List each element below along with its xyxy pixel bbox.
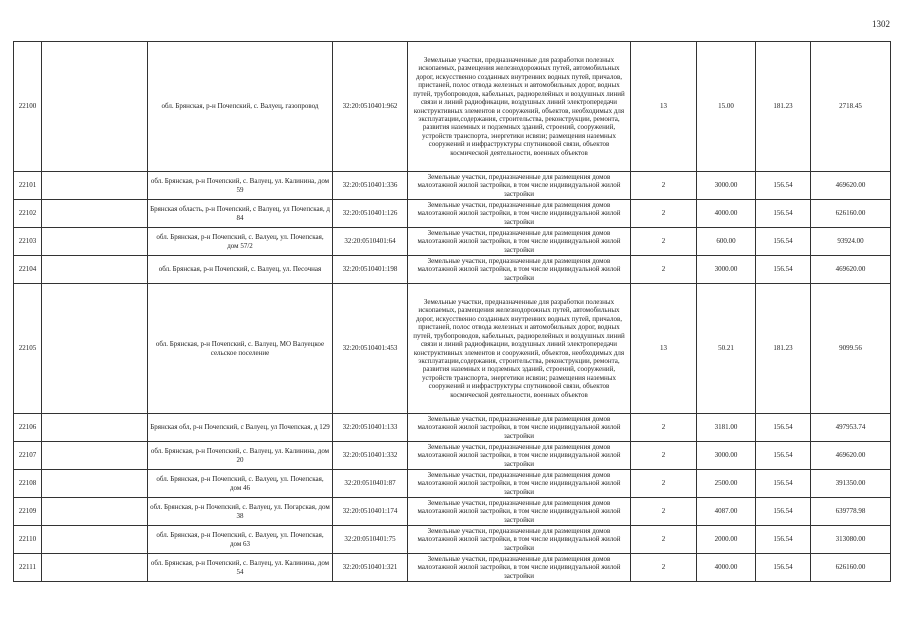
blank-cell [42, 470, 148, 498]
address-cell: обл. Брянская, р-н Почепский, с. Валуец, ул. Калинина, дом 20 [148, 442, 333, 470]
group-number-cell: 2 [631, 228, 697, 256]
blank-cell [42, 284, 148, 414]
row-id-cell: 22104 [14, 256, 42, 284]
group-number-cell: 2 [631, 470, 697, 498]
land-purpose-cell: Земельные участки, предназначенные для разработки полезных ископаемых, размещения железнодорожных путей, автомобильных дорог, искусственно созданных внутренних водных путей, причалов, пристаней, полос отвода железных и автомобильных дорог, водных путей, трубопроводов, кабельных, радиорелейных и воздушных линий связи и линий радиофикации, воздушных линий электропередачи конструктивных элементов и сооружений, объектов, необходимых для эксплуатации,содержания, строительства, реконструкции, ремонта, развития наземных и подземных зданий, строений, сооружений, устройств транспорта, энергетики исвязи; размещения наземных сооружений и инфраструктуры спутниковой связи, объектов космической деятельности, военных объектов [408, 284, 631, 414]
area-cell: 3000.00 [697, 256, 756, 284]
land-purpose-cell: Земельные участки, предназначенные для размещения домов малоэтажной жилой застройки, в том числе индивидуальной жилой застройки [408, 414, 631, 442]
page-number: 1302 [872, 19, 890, 29]
specific-value-cell: 156.54 [756, 228, 811, 256]
cadastral-value-cell: 469620.00 [811, 442, 891, 470]
address-cell: Брянская обл, р-н Почепский, с Валуец, ул Почепская, д 129 [148, 414, 333, 442]
row-id-cell: 22103 [14, 228, 42, 256]
address-cell: обл. Брянская, р-н Почепский, с. Валуец, газопровод [148, 42, 333, 172]
land-purpose-cell: Земельные участки, предназначенные для размещения домов малоэтажной жилой застройки, в том числе индивидуальной жилой застройки [408, 498, 631, 526]
table-row [14, 526, 891, 554]
land-purpose-cell: Земельные участки, предназначенные для разработки полезных ископаемых, размещения железнодорожных путей, автомобильных дорог, искусственно созданных внутренних водных путей, причалов, пристаней, полос отвода железных и автомобильных дорог, водных путей, трубопроводов, кабельных, радиорелейных и воздушных линий связи и линий радиофикации, воздушных линий электропередачи конструктивных элементов и сооружений, объектов, необходимых для эксплуатации,содержания, строительства, реконструкции, ремонта, развития наземных и подземных зданий, строений, сооружений, устройств транспорта, энергетики исвязи; размещения наземных сооружений и инфраструктуры спутниковой связи, объектов космической деятельности, военных объектов [408, 42, 631, 172]
area-cell: 3181.00 [697, 414, 756, 442]
area-cell: 4000.00 [697, 554, 756, 582]
specific-value-cell: 156.54 [756, 442, 811, 470]
specific-value-cell: 156.54 [756, 498, 811, 526]
cadastral-value-cell: 497953.74 [811, 414, 891, 442]
land-purpose-cell: Земельные участки, предназначенные для размещения домов малоэтажной жилой застройки, в том числе индивидуальной жилой застройки [408, 200, 631, 228]
table-row [14, 200, 891, 228]
cadastral-number-cell: 32:20:0510401:198 [333, 256, 408, 284]
blank-cell [42, 442, 148, 470]
cadastral-value-cell: 469620.00 [811, 256, 891, 284]
blank-cell [42, 554, 148, 582]
table-row [14, 228, 891, 256]
area-cell: 3000.00 [697, 442, 756, 470]
group-number-cell: 2 [631, 414, 697, 442]
cadastral-number-cell: 32:20:0510401:962 [333, 42, 408, 172]
group-number-cell: 13 [631, 284, 697, 414]
cadastral-number-cell: 32:20:0510401:75 [333, 526, 408, 554]
address-cell: обл. Брянская, р-н Почепский, с. Валуец, ул. Калинина, дом 54 [148, 554, 333, 582]
specific-value-cell: 181.23 [756, 284, 811, 414]
area-cell: 50.21 [697, 284, 756, 414]
table-row [14, 284, 891, 414]
cadastral-number-cell: 32:20:0510401:336 [333, 172, 408, 200]
cadastral-number-cell: 32:20:0510401:453 [333, 284, 408, 414]
blank-cell [42, 42, 148, 172]
group-number-cell: 2 [631, 526, 697, 554]
cadastral-value-cell: 391350.00 [811, 470, 891, 498]
land-purpose-cell: Земельные участки, предназначенные для размещения домов малоэтажной жилой застройки, в том числе индивидуальной жилой застройки [408, 554, 631, 582]
group-number-cell: 2 [631, 256, 697, 284]
address-cell: обл. Брянская, р-н Почепский, с. Валуец, ул. Почепская, дом 57/2 [148, 228, 333, 256]
blank-cell [42, 526, 148, 554]
group-number-cell: 2 [631, 442, 697, 470]
address-cell: обл. Брянская, р-н Почепский, с. Валуец, ул. Калинина, дом 59 [148, 172, 333, 200]
cadastral-number-cell: 32:20:0510401:64 [333, 228, 408, 256]
table-row [14, 256, 891, 284]
row-id-cell: 22107 [14, 442, 42, 470]
specific-value-cell: 156.54 [756, 256, 811, 284]
group-number-cell: 2 [631, 498, 697, 526]
cadastral-number-cell: 32:20:0510401:126 [333, 200, 408, 228]
area-cell: 600.00 [697, 228, 756, 256]
blank-cell [42, 498, 148, 526]
table-row [14, 442, 891, 470]
land-purpose-cell: Земельные участки, предназначенные для размещения домов малоэтажной жилой застройки, в том числе индивидуальной жилой застройки [408, 442, 631, 470]
specific-value-cell: 156.54 [756, 554, 811, 582]
specific-value-cell: 156.54 [756, 526, 811, 554]
address-cell: обл. Брянская, р-н Почепский, с. Валуец, ул. Погарская, дом 38 [148, 498, 333, 526]
address-cell: обл. Брянская, р-н Почепский, с. Валуец, МО Валуецкое сельское поселение [148, 284, 333, 414]
table-row [14, 554, 891, 582]
row-id-cell: 22105 [14, 284, 42, 414]
cadastral-value-cell: 2718.45 [811, 42, 891, 172]
address-cell: Брянская область, р-н Почепский, с Валуец, ул Почепская, д 84 [148, 200, 333, 228]
cadastral-number-cell: 32:20:0510401:174 [333, 498, 408, 526]
blank-cell [42, 256, 148, 284]
cadastral-value-cell: 93924.00 [811, 228, 891, 256]
row-id-cell: 22102 [14, 200, 42, 228]
specific-value-cell: 156.54 [756, 200, 811, 228]
specific-value-cell: 156.54 [756, 172, 811, 200]
row-id-cell: 22110 [14, 526, 42, 554]
land-purpose-cell: Земельные участки, предназначенные для размещения домов малоэтажной жилой застройки, в том числе индивидуальной жилой застройки [408, 256, 631, 284]
blank-cell [42, 172, 148, 200]
cadastral-value-cell: 639778.98 [811, 498, 891, 526]
row-id-cell: 22101 [14, 172, 42, 200]
land-purpose-cell: Земельные участки, предназначенные для размещения домов малоэтажной жилой застройки, в том числе индивидуальной жилой застройки [408, 228, 631, 256]
cadastral-value-cell: 313080.00 [811, 526, 891, 554]
area-cell: 4000.00 [697, 200, 756, 228]
row-id-cell: 22109 [14, 498, 42, 526]
row-id-cell: 22108 [14, 470, 42, 498]
cadastral-value-cell: 9099.56 [811, 284, 891, 414]
cadastral-number-cell: 32:20:0510401:133 [333, 414, 408, 442]
blank-cell [42, 414, 148, 442]
row-id-cell: 22106 [14, 414, 42, 442]
cadastral-value-table [13, 41, 891, 582]
group-number-cell: 2 [631, 200, 697, 228]
cadastral-number-cell: 32:20:0510401:87 [333, 470, 408, 498]
blank-cell [42, 200, 148, 228]
cadastral-number-cell: 32:20:0510401:332 [333, 442, 408, 470]
row-id-cell: 22111 [14, 554, 42, 582]
specific-value-cell: 156.54 [756, 470, 811, 498]
address-cell: обл. Брянская, р-н Почепский, с. Валуец, ул. Почепская, дом 46 [148, 470, 333, 498]
table-row [14, 172, 891, 200]
land-purpose-cell: Земельные участки, предназначенные для размещения домов малоэтажной жилой застройки, в том числе индивидуальной жилой застройки [408, 172, 631, 200]
cadastral-value-cell: 626160.00 [811, 200, 891, 228]
specific-value-cell: 156.54 [756, 414, 811, 442]
area-cell: 3000.00 [697, 172, 756, 200]
group-number-cell: 2 [631, 172, 697, 200]
cadastral-number-cell: 32:20:0510401:321 [333, 554, 408, 582]
table-row [14, 42, 891, 172]
land-purpose-cell: Земельные участки, предназначенные для размещения домов малоэтажной жилой застройки, в том числе индивидуальной жилой застройки [408, 526, 631, 554]
area-cell: 15.00 [697, 42, 756, 172]
group-number-cell: 13 [631, 42, 697, 172]
area-cell: 2000.00 [697, 526, 756, 554]
area-cell: 2500.00 [697, 470, 756, 498]
group-number-cell: 2 [631, 554, 697, 582]
cadastral-value-cell: 626160.00 [811, 554, 891, 582]
specific-value-cell: 181.23 [756, 42, 811, 172]
table-row [14, 414, 891, 442]
table-row [14, 498, 891, 526]
area-cell: 4087.00 [697, 498, 756, 526]
table-row [14, 470, 891, 498]
address-cell: обл. Брянская, р-н Почепский, с. Валуец, ул. Почепская, дом 63 [148, 526, 333, 554]
row-id-cell: 22100 [14, 42, 42, 172]
blank-cell [42, 228, 148, 256]
land-purpose-cell: Земельные участки, предназначенные для размещения домов малоэтажной жилой застройки, в том числе индивидуальной жилой застройки [408, 470, 631, 498]
address-cell: обл. Брянская, р-н Почепский, с. Валуец, ул. Песочная [148, 256, 333, 284]
cadastral-value-cell: 469620.00 [811, 172, 891, 200]
